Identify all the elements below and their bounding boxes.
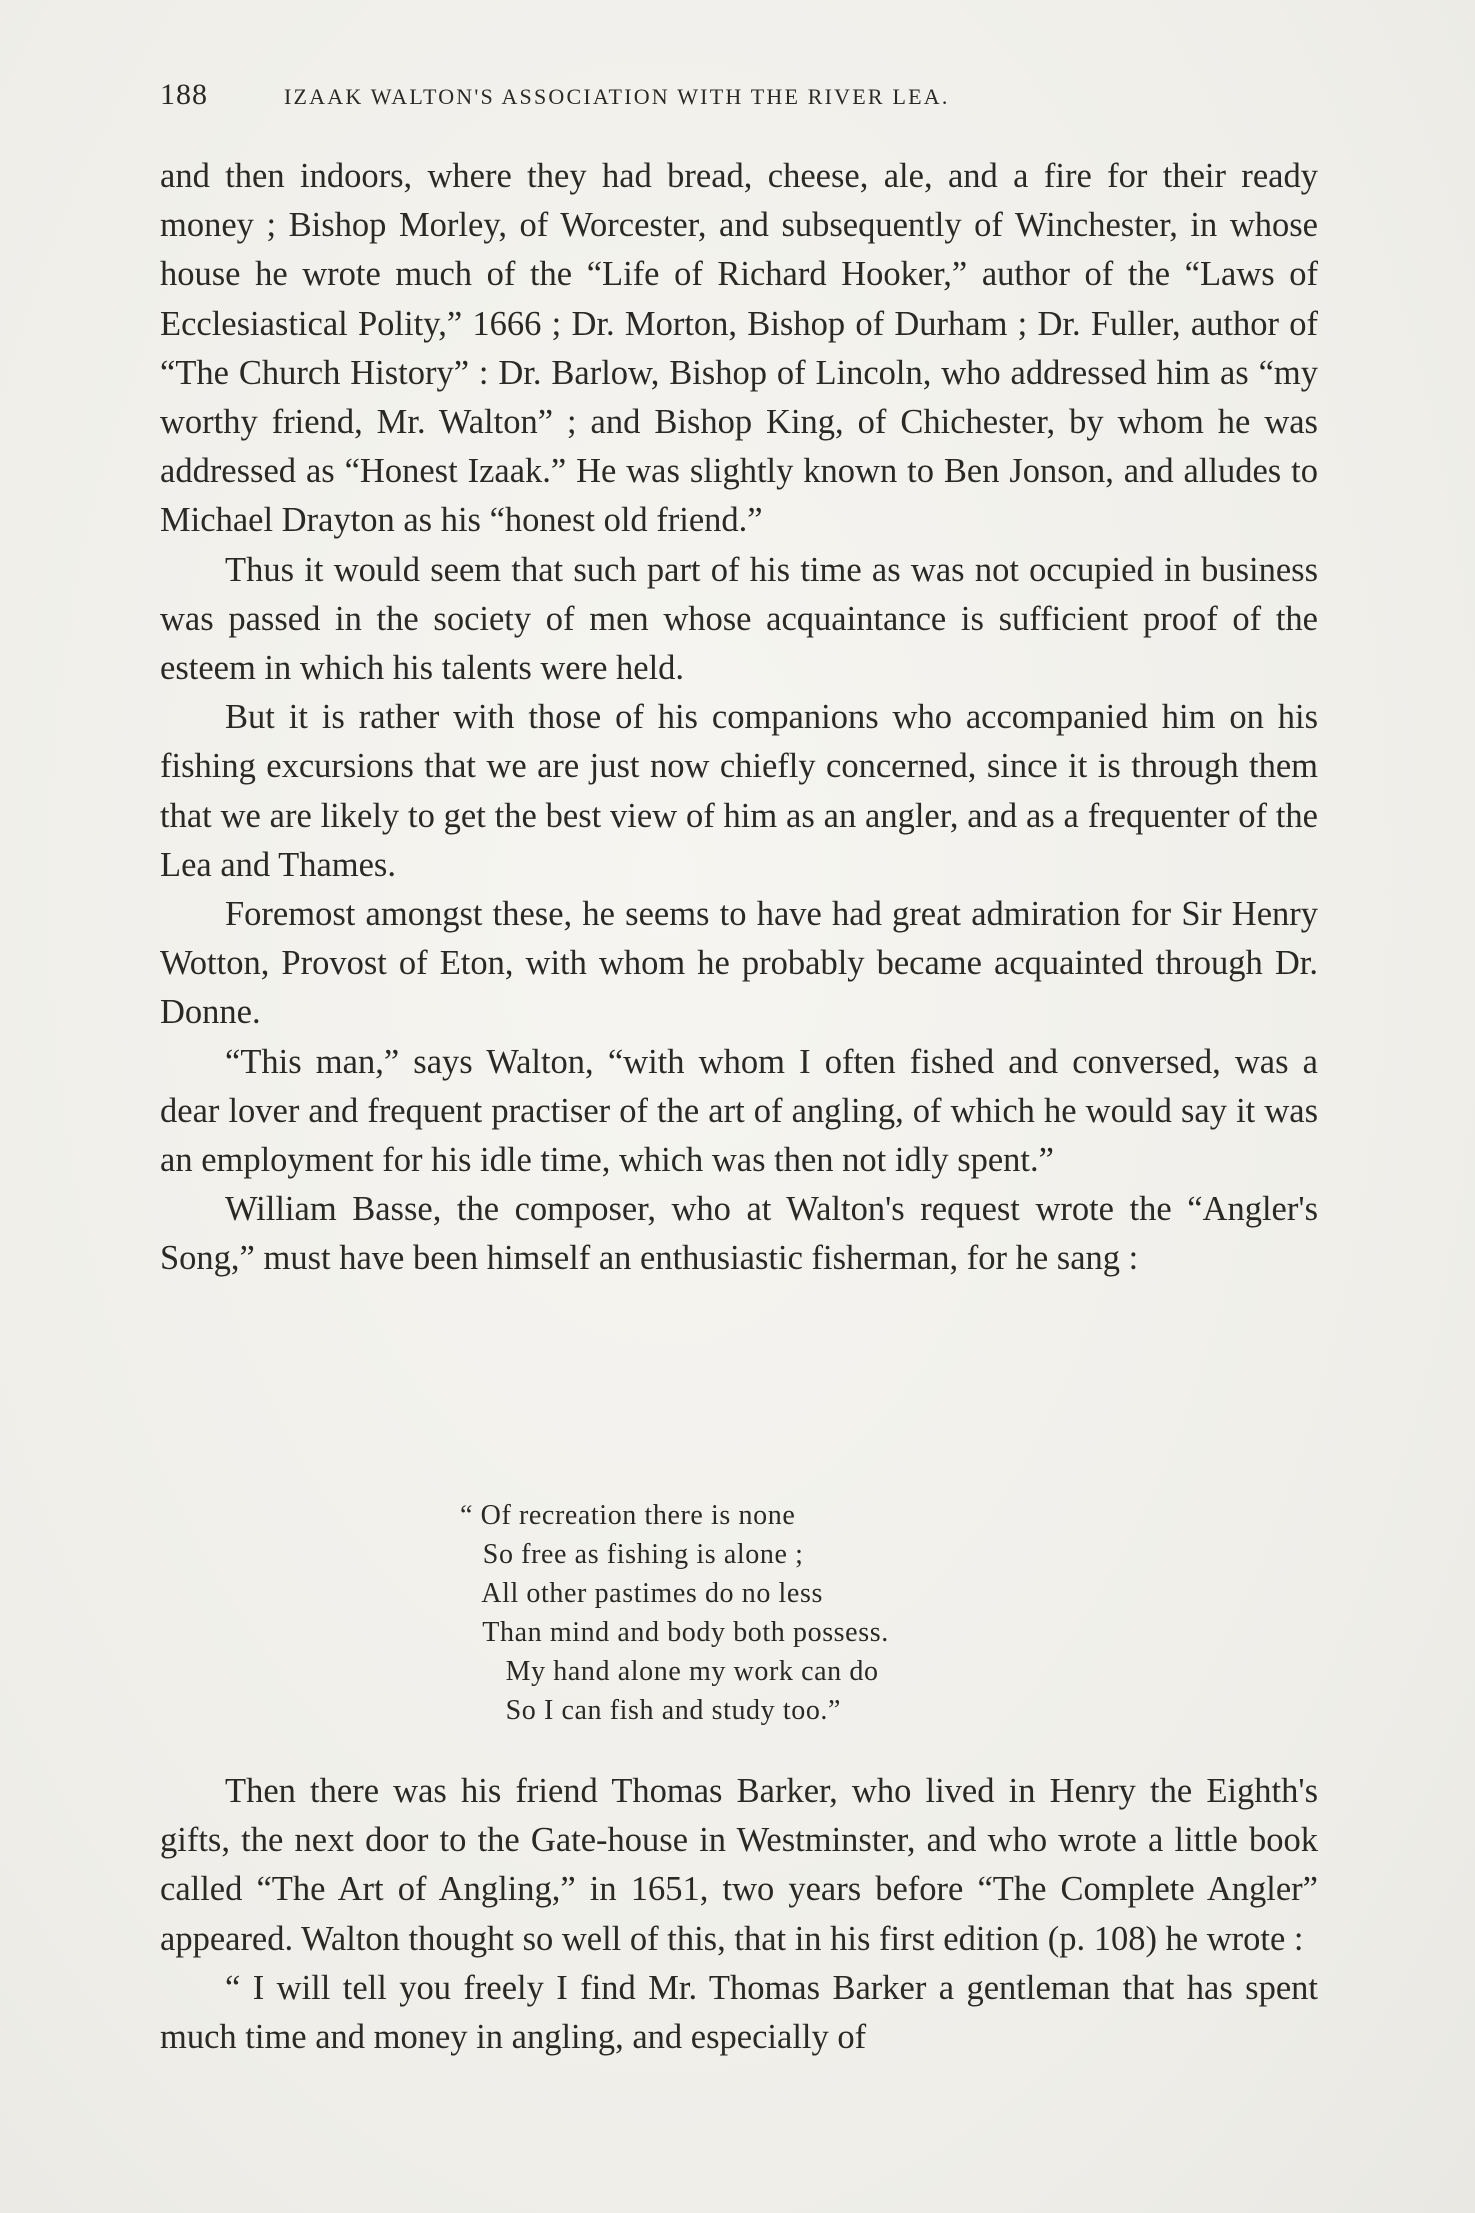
paragraph: Foremost amongst these, he seems to have had great admiration for Sir Henry Wotton, Provost of Eton, with whom he probably became acquainted through Dr. Donne. xyxy=(160,895,1318,1032)
verse-line: My hand alone my work can do xyxy=(460,1656,879,1687)
page-number: 188 xyxy=(160,78,208,111)
verse-line: “ Of recreation there is none xyxy=(460,1500,796,1531)
paragraph: Thus it would seem that such part of his time as was not occupied in business was passed in the society of men whose acquaintance is sufficient proof of the esteem in which his talents were held. xyxy=(160,550,1318,688)
paragraph: and then indoors, where they had bread, cheese, ale, and a fire for their ready money ; Bishop Morley, of Worcester, and subsequently of Winchester, in whose house he wrote much of the “Life of Richard Hooker,” author of the “Laws of Ecclesiastical Polity,” 1666 ; Dr. Morton, Bishop of Durham ; Dr. Fuller, author of “The Church History” : Dr. Barlow, Bishop of Lincoln, who addressed him as “my worthy friend, Mr. Walton” ; and Bishop King, of Chichester, by whom he was addressed as “Honest Izaak.” He was slightly known to Ben Jonson, and alludes to Michael Drayton as his “honest old friend.” xyxy=(160,157,1318,540)
running-title: IZAAK WALTON'S ASSOCIATION WITH THE RIVER LEA. xyxy=(284,84,950,109)
paragraph: Then there was his friend Thomas Barker, who lived in Henry the Eighth's gifts, the next door to the Gate-house in Westminster, and who wrote a little book called “The Art of Angling,” in 1651, two years before “The Complete Angler” appeared. Walton thought so well of this, that in his first edition (p. 108) he wrote : xyxy=(160,1772,1318,1958)
verse-line: So free as fishing is alone ; xyxy=(460,1539,804,1570)
body-text xyxy=(160,152,1318,1284)
verse-line: All other pastimes do no less xyxy=(460,1578,823,1609)
verse-quotation xyxy=(460,1496,889,1730)
verse-line: Than mind and body both possess. xyxy=(460,1617,889,1648)
paragraph: But it is rather with those of his companions who accompanied him on his fishing excursions that we are just now chiefly concerned, since it is through them that we are likely to get the best view of him as an angler, and as a frequenter of the Lea and Thames. xyxy=(160,698,1318,884)
paragraph: “This man,” says Walton, “with whom I often fished and conversed, was a dear lover and frequent practiser of the art of angling, of which he would say it was an employment for his idle time, which was then not idly spent.” xyxy=(160,1042,1318,1180)
running-head xyxy=(160,78,1320,118)
body-text-continued xyxy=(160,1767,1318,2062)
paragraph: “ I will tell you freely I find Mr. Thomas Barker a gentleman that has spent much time and money in angling, and especially of xyxy=(160,1968,1318,2057)
verse-line: So I can fish and study too.” xyxy=(460,1695,842,1726)
paragraph: William Basse, the composer, who at Walton's request wrote the “Angler's Song,” must have been himself an enthusiastic fisherman, for he sang : xyxy=(160,1190,1318,1278)
